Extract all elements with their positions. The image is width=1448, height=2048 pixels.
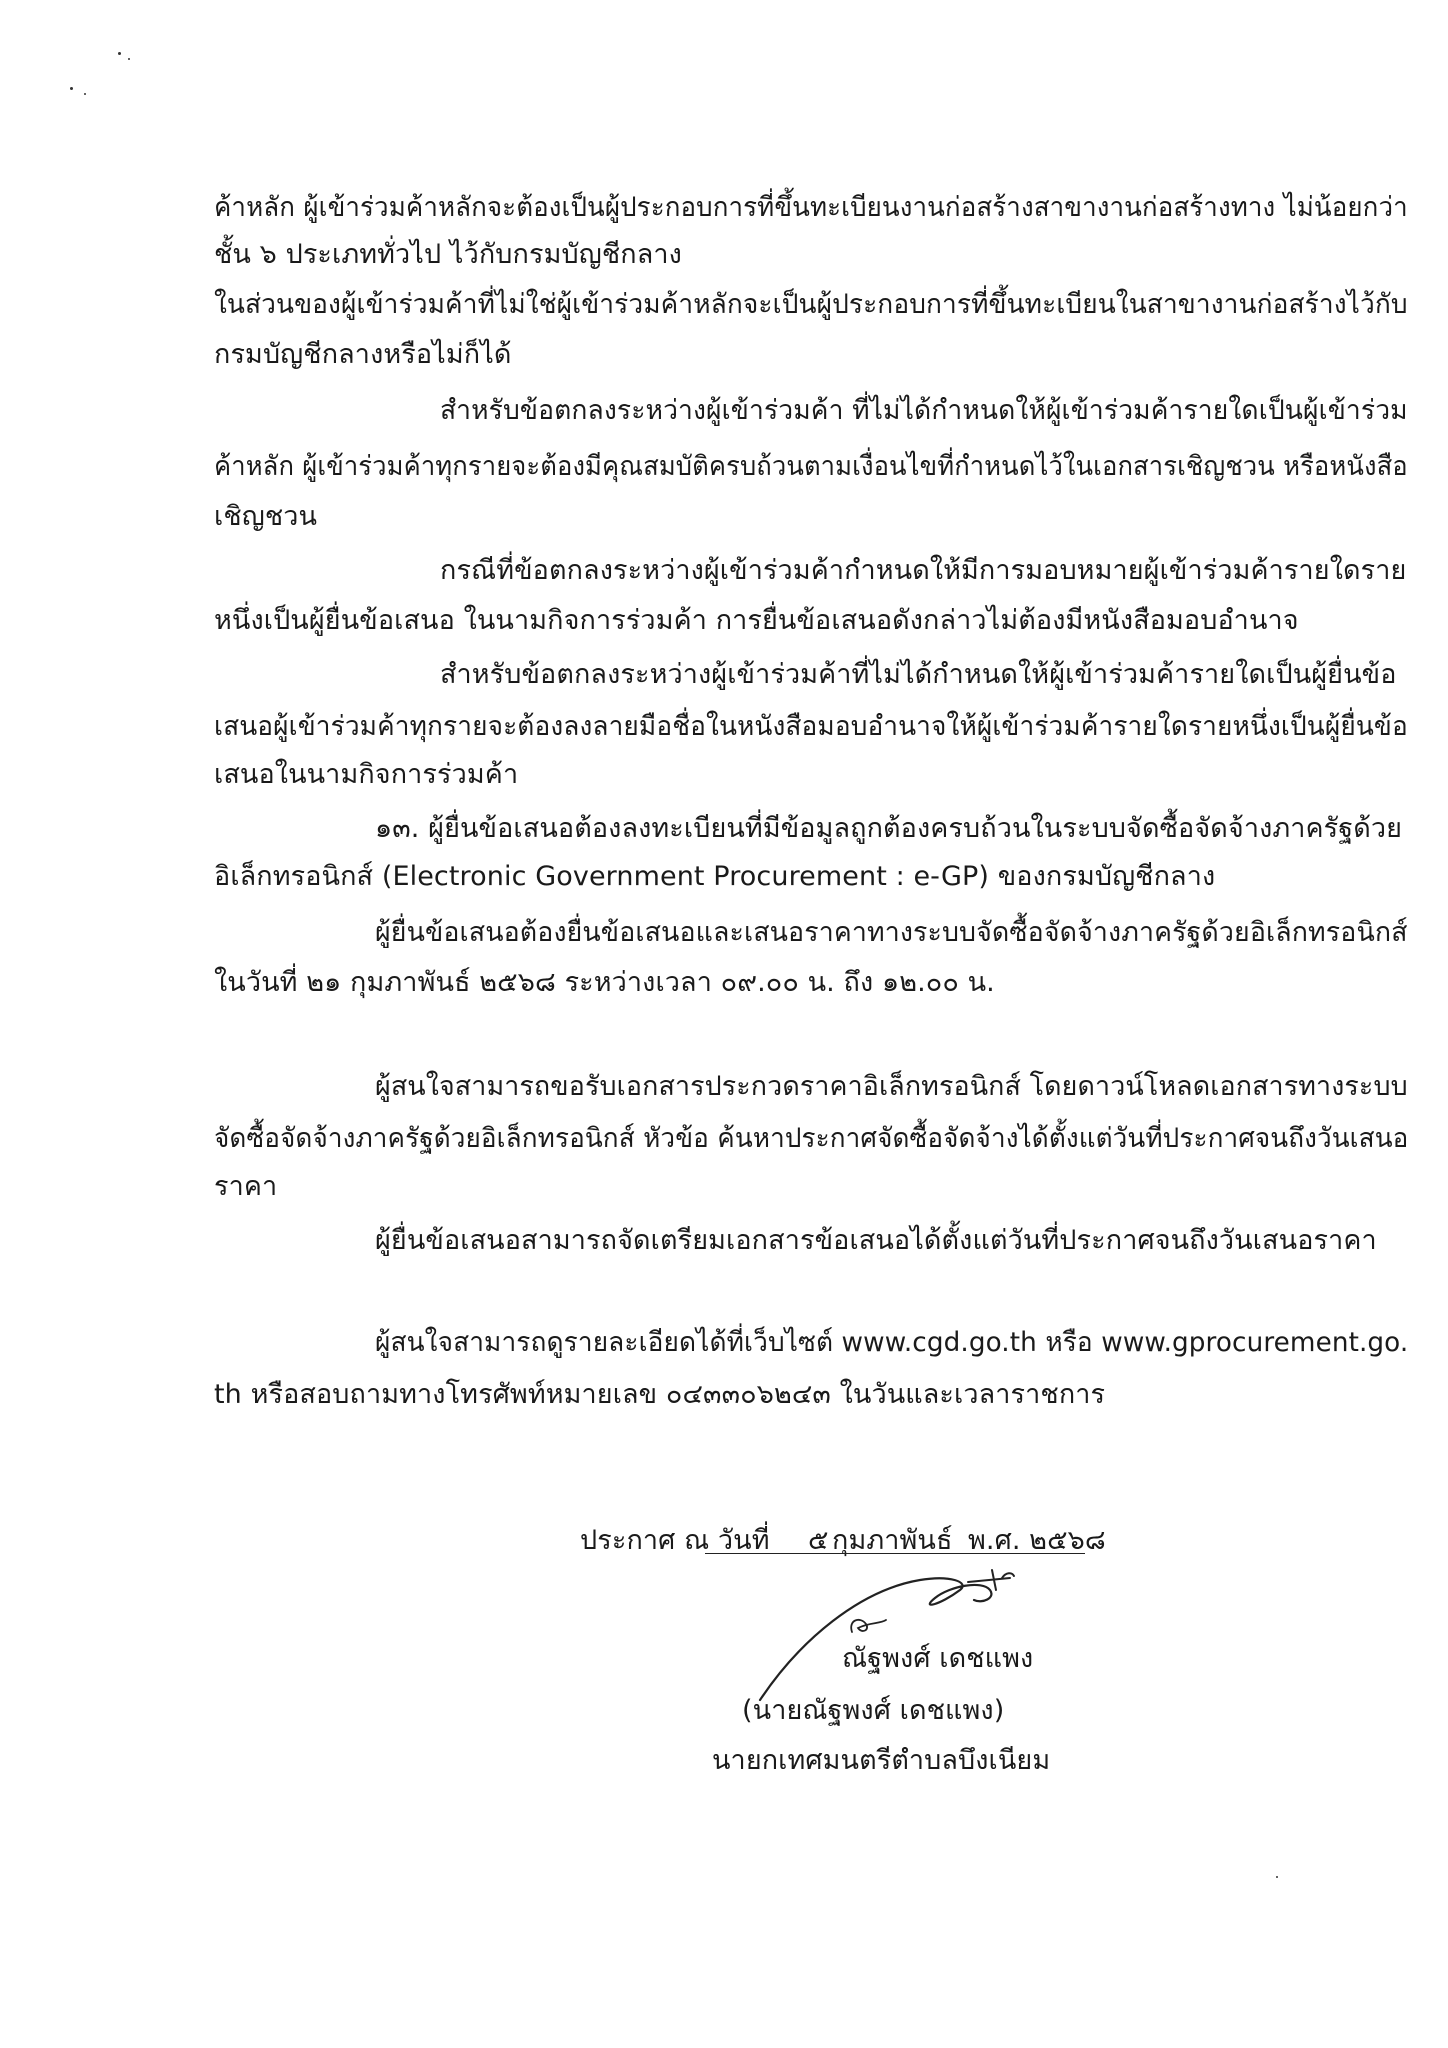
signatory-name-handwritten: ณัฐพงศ์ เดชแพง (842, 1643, 1034, 1674)
text-line: เสนอผู้เข้าร่วมค้าทุกรายจะต้องลงลายมือชื่อในหนังสือมอบอำนาจให้ผู้เข้าร่วมค้ารายใดรายหนึ่งเป็นผู้ยื่นข้อ (214, 711, 1408, 742)
text-line: ราคา (214, 1171, 278, 1202)
text-line: ๑๓. ผู้ยื่นข้อเสนอต้องลงทะเบียนที่มีข้อมูลถูกต้องครบถ้วนในระบบจัดซื้อจัดจ้างภาครัฐด้วย (375, 813, 1403, 844)
text-line: th หรือสอบถามทางโทรศัพท์หมายเลข ๐๔๓๓๐๖๒๔๓ ในวันและเวลาราชการ (214, 1379, 1106, 1410)
text-line: ผู้สนใจสามารถขอรับเอกสารประกวดราคาอิเล็กทรอนิกส์ โดยดาวน์โหลดเอกสารทางระบบ (375, 1071, 1408, 1102)
text-line: จัดซื้อจัดจ้างภาครัฐด้วยอิเล็กทรอนิกส์ หัวข้อ ค้นหาประกาศจัดซื้อจัดจ้างได้ตั้งแต่วันที่ประกาศจนถึงวันเสนอ (214, 1123, 1409, 1154)
text-line: เชิญชวน (214, 501, 318, 532)
announce-month: กุมภาพันธ์ (832, 1525, 953, 1556)
scan-speck (1276, 1876, 1278, 1878)
text-line: ผู้สนใจสามารถดูรายละเอียดได้ที่เว็บไซต์ www.cgd.go.th หรือ www.gprocurement.go. (375, 1327, 1409, 1358)
text-line: กรณีที่ข้อตกลงระหว่างผู้เข้าร่วมค้ากำหนดให้มีการมอบหมายผู้เข้าร่วมค้ารายใดราย (440, 555, 1407, 586)
announce-label: ประกาศ ณ วันที่ (580, 1525, 770, 1556)
text-line: เสนอในนามกิจการร่วมค้า (214, 759, 519, 790)
text-line: ผู้ยื่นข้อเสนอสามารถจัดเตรียมเอกสารข้อเสนอได้ตั้งแต่วันที่ประกาศจนถึงวันเสนอราคา (375, 1225, 1377, 1256)
text-line: ค้าหลัก ผู้เข้าร่วมค้าทุกรายจะต้องมีคุณสมบัติครบถ้วนตามเงื่อนไขที่กำหนดไว้ในเอกสารเชิญชวน หรือหนังสือ (214, 451, 1408, 482)
scan-speck (84, 93, 86, 95)
text-line: ผู้ยื่นข้อเสนอต้องยื่นข้อเสนอและเสนอราคาทางระบบจัดซื้อจัดจ้างภาครัฐด้วยอิเล็กทรอนิกส์ (375, 917, 1408, 948)
announce-day: ๕ (808, 1525, 829, 1556)
text-line: อิเล็กทรอนิกส์ (Electronic Government Procurement : e-GP) ของกรมบัญชีกลาง (214, 861, 1216, 892)
text-line: กรมบัญชีกลางหรือไม่ก็ได้ (214, 339, 512, 370)
scan-speck (70, 87, 73, 90)
text-line: ในวันที่ ๒๑ กุมภาพันธ์ ๒๕๖๘ ระหว่างเวลา ๐๙.๐๐ น. ถึง ๑๒.๐๐ น. (214, 967, 995, 998)
text-line: ในส่วนของผู้เข้าร่วมค้าที่ไม่ใช่ผู้เข้าร่วมค้าหลักจะเป็นผู้ประกอบการที่ขึ้นทะเบียนในสาขางานก่อสร้างไว้กับ (214, 289, 1408, 320)
text-line: สำหรับข้อตกลงระหว่างผู้เข้าร่วมค้า ที่ไม่ได้กำหนดให้ผู้เข้าร่วมค้ารายใดเป็นผู้เข้าร่วม (440, 395, 1408, 426)
signatory-position: นายกเทศมนตรีตำบลบึงเนียม (712, 1745, 1051, 1776)
text-line: หนึ่งเป็นผู้ยื่นข้อเสนอ ในนามกิจการร่วมค้า การยื่นข้อเสนอดังกล่าวไม่ต้องมีหนังสือมอบอำนาจ (214, 605, 1299, 636)
signatory-full-name: (นายณัฐพงศ์ เดชแพง) (742, 1695, 1005, 1726)
announce-year: พ.ศ. ๒๕๖๘ (968, 1525, 1106, 1556)
text-line: สำหรับข้อตกลงระหว่างผู้เข้าร่วมค้าที่ไม่ได้กำหนดให้ผู้เข้าร่วมค้ารายใดเป็นผู้ยื่นข้อ (440, 659, 1397, 690)
scan-speck (118, 52, 121, 55)
text-line: ค้าหลัก ผู้เข้าร่วมค้าหลักจะต้องเป็นผู้ประกอบการที่ขึ้นทะเบียนงานก่อสร้างสาขางานก่อสร้างทาง ไม่น้อยกว่า (214, 192, 1408, 223)
scan-speck (128, 58, 130, 60)
text-line: ชั้น ๖ ประเภททั่วไป ไว้กับกรมบัญชีกลาง (214, 239, 682, 270)
